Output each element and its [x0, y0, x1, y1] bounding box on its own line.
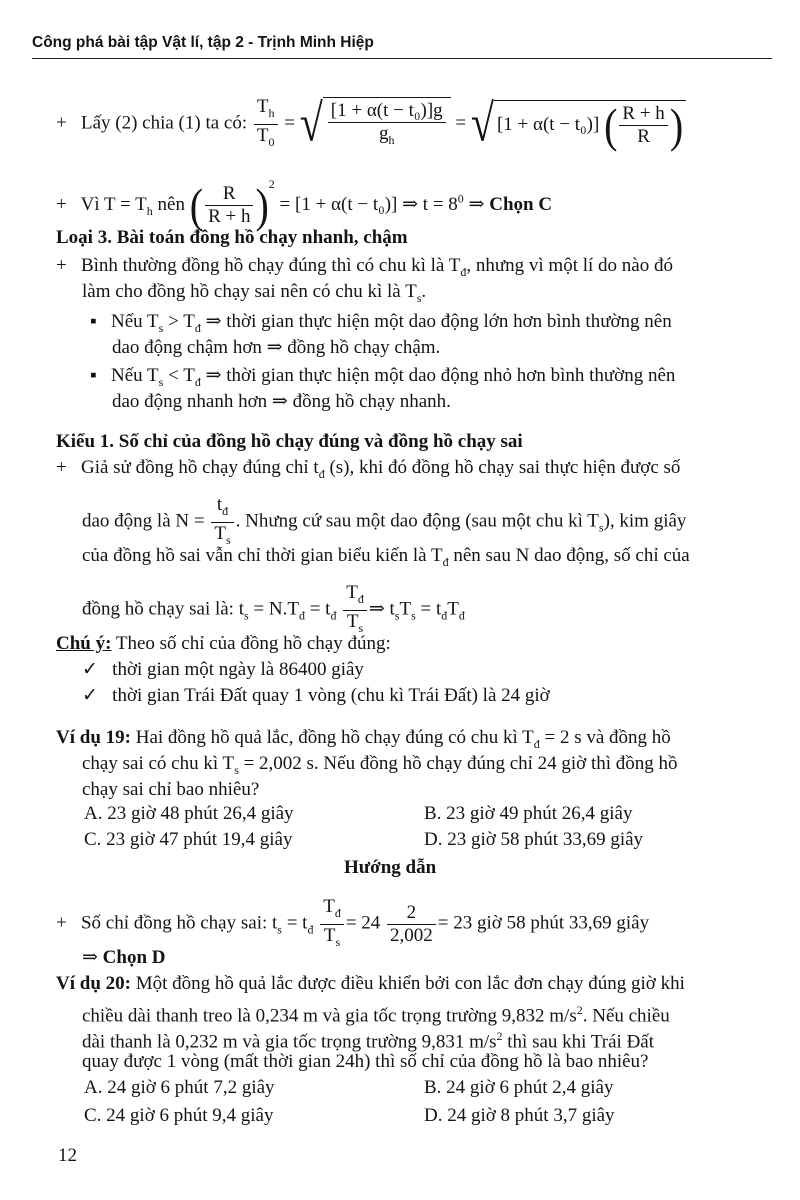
running-header: Công phá bài tập Vật lí, tập 2 - Trịnh Minh Hiệp	[32, 34, 772, 59]
answer-choice-d: Chọn D	[102, 947, 166, 968]
bullet-slow-1: ▪ Nếu $T_s > T_đ$ ⇒ thời gian thực hiện một dao động lớn hơn bình thường nên	[90, 311, 672, 335]
k1-line-3: của đồng hồ sai vẫn chỉ thời gian biểu kiến là $T_đ$ nên sau N dao động, số chỉ của	[82, 545, 690, 569]
guide-heading: Hướng dẫn	[344, 857, 437, 878]
plus-marker: +	[56, 112, 67, 134]
vd20-line-1: Ví dụ 20: Một đồng hồ quả lắc được điều khiển bởi con lắc đơn chạy đúng giờ khi	[56, 973, 685, 994]
bullet-slow-2: dao động chậm hơn ⇒ đồng hồ chạy chậm.	[112, 337, 441, 358]
note-line: Chú ý: Theo số chỉ của đồng hồ chạy đúng:	[56, 633, 391, 654]
sqrt-icon: √	[299, 95, 323, 154]
intro-line-1: + Bình thường đồng hồ chạy đúng thì có chu kì là $T_đ$, nhưng vì một lí do nào đó	[56, 255, 673, 279]
equation-result: + Vì $T = T_h$ nên ( $\frac{R}{R + h}$ )$^2$ = [1 + α(t − t₀)] ⇒ $t = 8^0$ ⇒ Chọn C	[56, 177, 553, 233]
equation-intro-text: Lấy (2) chia (1) ta có:	[80, 112, 248, 134]
example-label: Ví dụ 20:	[56, 973, 131, 994]
example-label: Ví dụ 19:	[56, 727, 131, 748]
k1-line-2: dao động là N = $\frac{t_đ}{T_s}$ . Nhưng cứ sau một dao động (sau một chu kì $T_s$), kim giây	[82, 494, 687, 547]
answer-choice-c: Chọn C	[489, 194, 553, 215]
vd19-option-a: A. 23 giờ 48 phút 26,4 giây	[84, 803, 294, 824]
vd19-answer: ⇒ Chọn D	[82, 947, 166, 968]
section-title-loai3: Loại 3. Bài toán đồng hồ chạy nhanh, chậm	[56, 227, 408, 248]
vd20-option-a: A. 24 giờ 6 phút 7,2 giây	[84, 1077, 275, 1098]
sqrt-expression: $\frac{\text{[1 + α(t − t₀)]g}}{g_h}$	[323, 97, 451, 151]
vd20-line-2: chiều dài thanh treo là 0,234 m và gia tốc trọng trường 9,832 $m/s^2$. Nếu chiều	[82, 1003, 670, 1027]
checkmark-icon: ✓	[82, 685, 98, 706]
vd20-line-4: quay được 1 vòng (mất thời gian 24h) thì số chỉ của đồng hồ là bao nhiêu?	[82, 1051, 649, 1072]
note-check-2: ✓ thời gian Trái Đất quay 1 vòng (chu kì Trái Đất) là 24 giờ	[82, 685, 550, 706]
vd19-line-3: chạy sai chỉ bao nhiêu?	[82, 779, 260, 800]
page-number: 12	[58, 1145, 77, 1166]
note-label: Chú ý:	[56, 633, 112, 654]
vd20-option-c: C. 24 giờ 6 phút 9,4 giây	[84, 1105, 274, 1126]
vd19-option-b: B. 23 giờ 49 phút 26,4 giây	[424, 803, 633, 824]
checkmark-icon: ✓	[82, 659, 98, 680]
vd20-line-3: dài thanh là 0,232 m và gia tốc trọng trường 9,831 $m/s^2$ thì sau khi Trái Đất	[82, 1029, 655, 1053]
vd19-solution: + Số chỉ đồng hồ chạy sai: $t_s = t_đ$ $\frac{T_đ}{T_s}$ = 24 $\frac{2}{2,002}$ = 23 giờ 58 phút 33,69 giây	[56, 896, 650, 949]
note-check-1: ✓ thời gian một ngày là 86400 giây	[82, 659, 364, 680]
vd19-option-c: C. 23 giờ 47 phút 19,4 giây	[84, 829, 293, 850]
vd19-line-1: Ví dụ 19: Hai đồng hồ quả lắc, đồng hồ chạy đúng có chu kì $T_đ = 2$ s và đồng hồ	[56, 727, 671, 751]
vd20-option-b: B. 24 giờ 6 phút 2,4 giây	[424, 1077, 614, 1098]
fraction-th-t0: $\frac{T_h}{T_0}$	[254, 96, 278, 153]
section-title-kieu1: Kiểu 1. Số chỉ của đồng hồ chạy đúng và đồng hồ chạy sai	[56, 431, 523, 452]
intro-line-2: làm cho đồng hồ chạy sai nên có chu kì là $T_s$.	[82, 281, 427, 305]
vd19-option-d: D. 23 giờ 58 phút 33,69 giây	[424, 829, 644, 850]
sqrt-expression-2: [1 + α(t − t₀)] ( $\frac{R + h}{R}$ )	[494, 100, 686, 148]
vd20-option-d: D. 24 giờ 8 phút 3,7 giây	[424, 1105, 615, 1126]
k1-line-1: + Giả sử đồng hồ chạy đúng chỉ $t_đ$ (s), khi đó đồng hồ chạy sai thực hiện được số	[56, 457, 681, 481]
vd19-line-2: chạy sai có chu kì $T_s = 2,002$ s. Nếu đồng hồ chạy đúng chỉ 24 giờ thì đồng hồ	[82, 753, 678, 777]
bullet-fast-1: ▪ Nếu $T_s < T_đ$ ⇒ thời gian thực hiện một dao động nhỏ hơn bình thường nên	[90, 365, 676, 389]
sqrt-icon: √	[470, 95, 494, 154]
k1-line-4: đồng hồ chạy sai là: $t_s = N.T_đ = t_đ$ $\frac{T_đ}{T_s}$ ⇒ $t_sT_s = t_đT_đ$	[82, 582, 465, 635]
equation-ratio: + Lấy (2) chia (1) ta có: $\frac{T_h}{T_0}$ = √ $\frac{\text{[1 + α(t − t₀)]g}}{g_h}$ = √ [1 + α(t − t₀)] ( $\frac{R + h}{R}$ )	[56, 96, 686, 153]
bullet-fast-2: dao động nhanh hơn ⇒ đồng hồ chạy nhanh.	[112, 391, 451, 412]
